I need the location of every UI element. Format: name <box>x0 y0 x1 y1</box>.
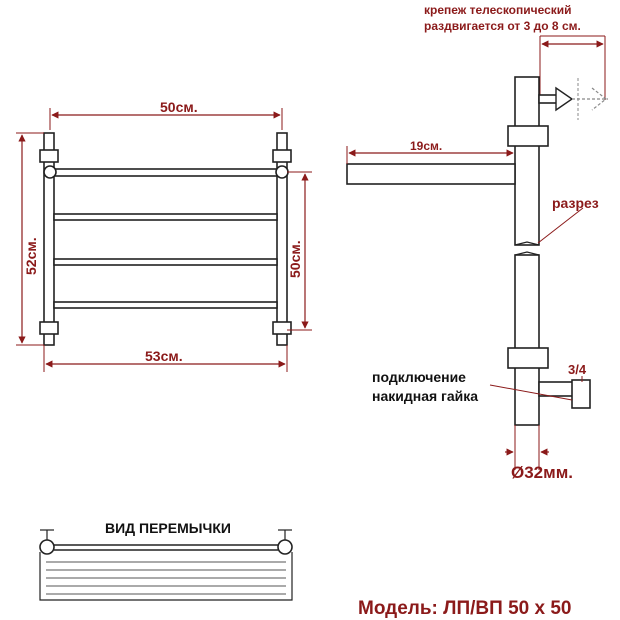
top-joint-left <box>44 166 56 178</box>
side-shelf-bar <box>347 164 515 184</box>
section-label: разрез <box>552 195 599 211</box>
connection-label-line1: подключение <box>372 369 466 385</box>
mount-note-line2: раздвигается от 3 до 8 см. <box>424 19 581 33</box>
union-nut <box>572 380 590 408</box>
left-height-label: 52см. <box>23 237 39 275</box>
right-height-label: 50см. <box>287 240 303 278</box>
pipe-diameter-label: Ø32мм. <box>511 463 574 482</box>
crossbar-4 <box>54 302 277 308</box>
top-joint-right <box>276 166 288 178</box>
side-lower-pipe <box>515 255 539 425</box>
right-upright <box>277 133 287 345</box>
side-view <box>347 3 608 482</box>
crossbar-3 <box>54 259 277 265</box>
mount-note-line1: крепеж телескопический <box>424 3 572 17</box>
jumper-view-title: ВИД ПЕРЕМЫЧКИ <box>105 520 231 536</box>
model-label: Модель: ЛП/ВП 50 х 50 <box>358 598 572 619</box>
bracket-top-right <box>273 150 291 162</box>
thread-label: 3/4 <box>568 362 587 377</box>
bracket-bottom-right <box>273 322 291 334</box>
depth-label: 19см. <box>410 139 443 153</box>
connection-label-line2: накидная гайка <box>372 388 479 404</box>
side-upper-pipe <box>515 77 539 245</box>
wall-plug <box>556 88 572 110</box>
jumper-tray <box>40 552 292 600</box>
side-lower-bracket <box>508 348 548 368</box>
bracket-bottom-left <box>40 322 58 334</box>
side-upper-bracket <box>508 126 548 146</box>
jumper-right-post <box>278 540 292 554</box>
bottom-width-label: 53см. <box>145 348 183 364</box>
bracket-top-left <box>40 150 58 162</box>
top-width-label: 50см. <box>160 99 198 115</box>
top-crossbar <box>54 169 277 176</box>
crossbar-2 <box>54 214 277 220</box>
side-connector <box>539 382 573 396</box>
left-upright <box>44 133 54 345</box>
front-view <box>16 99 312 372</box>
jumper-view <box>40 520 292 600</box>
jumper-left-post <box>40 540 54 554</box>
